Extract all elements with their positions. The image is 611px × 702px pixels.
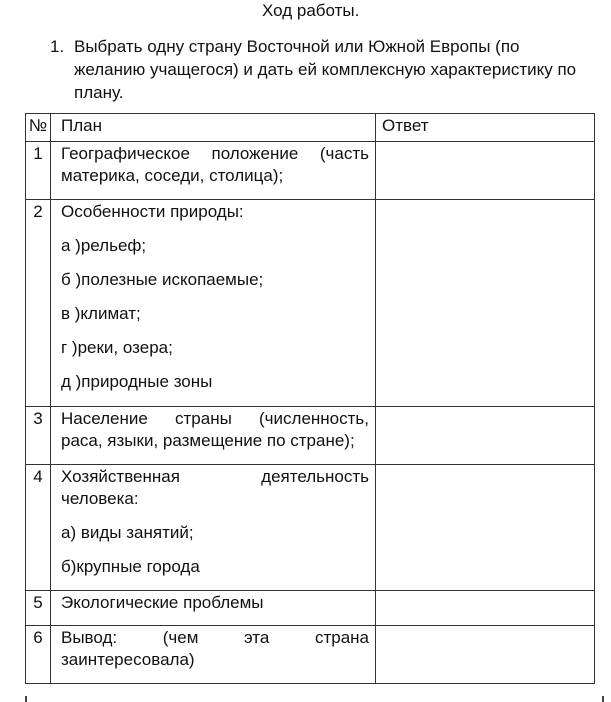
plan-line: человека: (61, 489, 139, 508)
plan-line: Особенности природы: (61, 202, 244, 221)
plan-line: Экологические проблемы (61, 593, 264, 612)
table-header-row (26, 114, 595, 142)
row-number: 5 (26, 591, 51, 626)
plan-subitem: г )реки, озера; (61, 338, 173, 357)
plan-subitem: а )рельеф; (61, 236, 147, 255)
row-plan (51, 465, 376, 591)
row-number: 1 (26, 142, 51, 200)
table-row (26, 407, 595, 465)
plan-line: материка, соседи, столица); (61, 166, 284, 185)
row-plan (51, 591, 376, 626)
table-row (26, 591, 595, 626)
plan-line: Географическое положение (часть (61, 144, 369, 163)
page-edge-mark (602, 696, 604, 702)
row-number: 3 (26, 407, 51, 465)
row-number: 4 (26, 465, 51, 591)
answer-cell[interactable] (376, 142, 595, 200)
plan-subitem: б )полезные ископаемые; (61, 270, 264, 289)
row-plan (51, 626, 376, 684)
task-number: 1. (50, 37, 65, 56)
header-plan: План (51, 114, 376, 142)
row-number: 6 (26, 626, 51, 684)
page-edge-mark (25, 696, 27, 702)
plan-line: Вывод: (чем эта страна (61, 628, 369, 647)
row-plan (51, 200, 376, 407)
table-row (26, 142, 595, 200)
table-row (26, 465, 595, 591)
plan-line: Хозяйственная деятельность (61, 467, 369, 486)
task-text: Выбрать одну страну Восточной или Южной Европы (по желанию учащегося) и дать ей комплексную характеристику по плану. (74, 37, 577, 102)
answer-cell[interactable] (376, 465, 595, 591)
plan-line: раса, языки, размещение по стране); (61, 431, 355, 450)
table-row (26, 200, 595, 407)
answer-cell[interactable] (376, 591, 595, 626)
row-plan (51, 407, 376, 465)
plan-line: заинтересовала) (61, 650, 195, 669)
answer-cell[interactable] (376, 200, 595, 407)
answer-cell[interactable] (376, 407, 595, 465)
header-num: № (26, 114, 51, 142)
table-row (26, 626, 595, 684)
plan-subitem: а) виды занятий; (61, 523, 194, 542)
answer-cell[interactable] (376, 626, 595, 684)
plan-line: Население страны (численность, (61, 409, 369, 428)
page-heading: Ход работы. (262, 1, 360, 20)
plan-subitem: д )природные зоны (61, 372, 213, 391)
row-plan (51, 142, 376, 200)
plan-subitem: в )климат; (61, 304, 141, 323)
plan-subitem: б)крупные города (61, 557, 200, 576)
plan-table (25, 113, 595, 684)
row-number: 2 (26, 200, 51, 407)
header-answer: Ответ (376, 114, 595, 142)
